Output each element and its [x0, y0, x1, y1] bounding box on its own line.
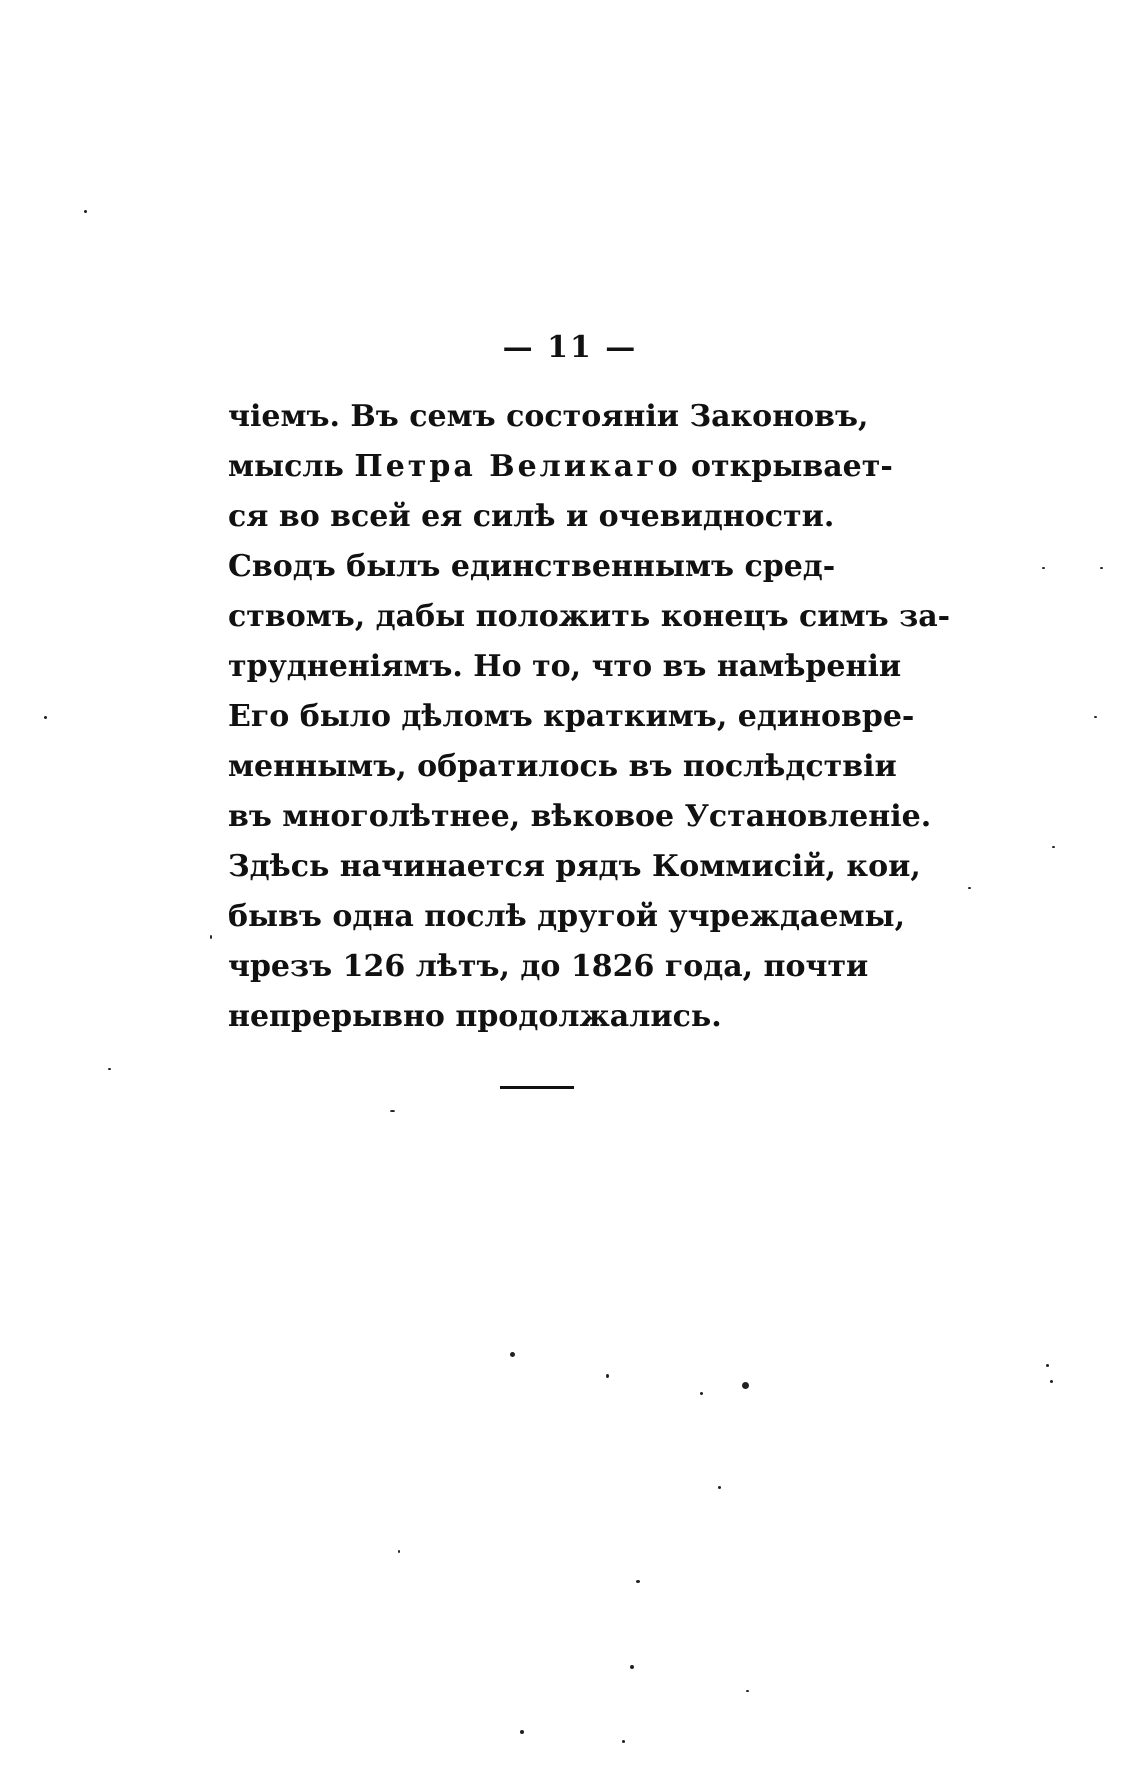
text-line: чіемъ. Въ семъ состояніи Законовъ,: [228, 399, 869, 434]
scan-speck: [108, 1068, 111, 1070]
scan-speck: [630, 1665, 634, 1669]
scan-speck: [1094, 716, 1097, 718]
text-line: [228, 442, 893, 492]
scan-speck: [510, 1352, 515, 1357]
scan-speck: [968, 887, 971, 889]
section-divider: [500, 1086, 574, 1089]
text-line: Его было дѣломъ краткимъ, единовре-: [228, 699, 915, 734]
scan-speck: [746, 1690, 749, 1692]
emphasized-name: Петра Великаго: [354, 449, 681, 484]
scan-speck: [520, 1730, 524, 1734]
scan-speck: [84, 210, 87, 213]
scan-speck: [622, 1740, 625, 1743]
scan-speck: [44, 716, 47, 719]
page-number: — 11 —: [502, 330, 638, 365]
scan-speck: [718, 1486, 721, 1489]
text-line: чрезъ 126 лѣтъ, до 1826 года, почти: [228, 949, 869, 984]
text-fragment: открывает-: [691, 449, 893, 484]
text-line: ствомъ, дабы положить конецъ симъ за-: [228, 599, 951, 634]
scan-speck: [700, 1392, 703, 1395]
scan-speck: [210, 935, 212, 939]
text-line: ся во всей ея силѣ и очевидности.: [228, 499, 835, 534]
text-fragment: мысль: [228, 449, 344, 484]
scan-speck: [1042, 567, 1045, 569]
text-line: меннымъ, обратилось въ послѣдствіи: [228, 749, 897, 784]
text-line: бывъ одна послѣ другой учреждаемы,: [228, 899, 906, 934]
scan-speck: [1046, 1364, 1049, 1367]
text-line: Здѣсь начинается рядъ Коммисій, кои,: [228, 849, 921, 884]
text-line: трудненіямъ. Но то, что въ намѣреніи: [228, 649, 902, 684]
text-line: непрерывно продолжались.: [228, 999, 722, 1034]
text-line: Сводъ былъ единственнымъ сред-: [228, 549, 836, 584]
scan-speck: [1100, 567, 1103, 569]
scan-speck: [742, 1382, 749, 1389]
scan-speck: [398, 1550, 400, 1553]
scan-speck: [636, 1580, 640, 1583]
scan-speck: [390, 1110, 395, 1112]
body-text: [228, 392, 951, 1042]
scan-speck: [606, 1374, 609, 1378]
scan-speck: [1052, 846, 1055, 848]
text-line: въ многолѣтнее, вѣковое Установленіе.: [228, 799, 932, 834]
scan-speck: [1050, 1380, 1053, 1383]
